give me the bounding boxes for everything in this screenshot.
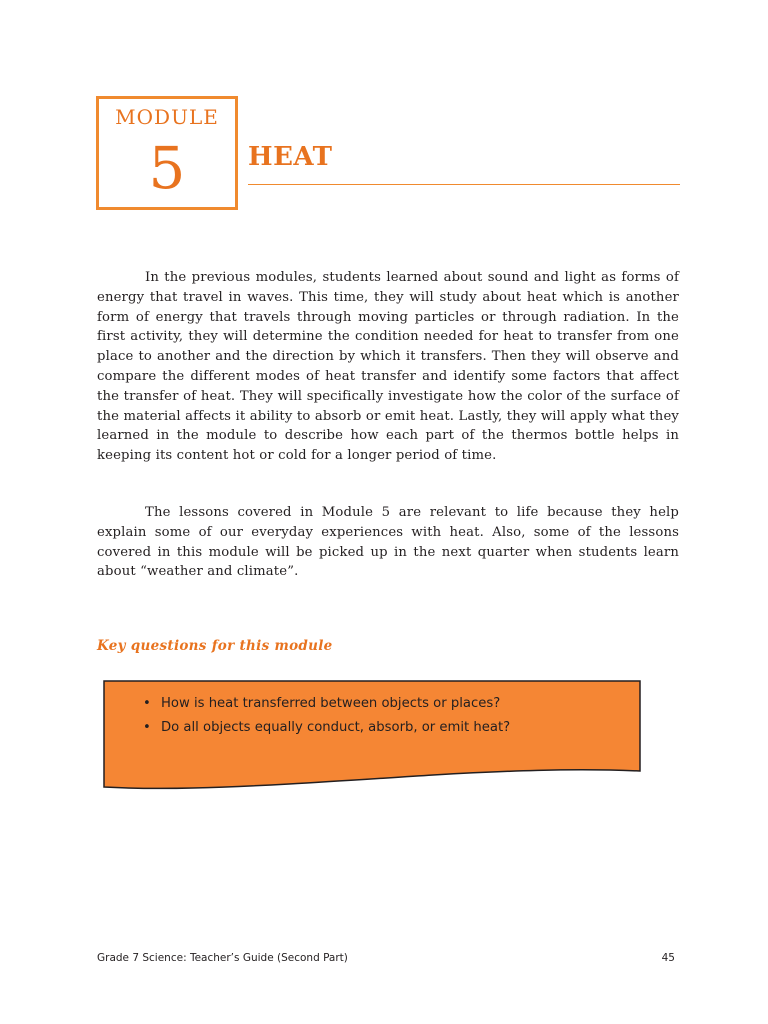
- list-item: [143, 692, 623, 716]
- module-number: 5: [148, 134, 186, 202]
- key-questions-list: [143, 692, 623, 740]
- footer-title: Grade 7 Science: Teacher’s Guide (Second Part): [97, 952, 348, 964]
- module-label: MODULE: [115, 105, 219, 129]
- key-questions-heading: Key questions for this module: [97, 638, 333, 654]
- key-question-text: How is heat transferred between objects or places?: [161, 696, 501, 711]
- bullet-icon: •: [143, 720, 151, 735]
- bullet-icon: •: [143, 696, 151, 711]
- title-underline: [248, 184, 680, 185]
- page-title: HEAT: [248, 142, 333, 172]
- module-number-box: [96, 96, 238, 210]
- intro-paragraph-2: The lessons covered in Module 5 are relevant to life because they help explain some of our everyday experiences with heat. Also, some of the lessons covered in this module will be picked up in the next quarter when students learn about “weather and climate”.: [97, 505, 679, 580]
- key-questions-box: [103, 680, 641, 792]
- page-number: 45: [661, 952, 675, 964]
- list-item: [143, 716, 623, 740]
- intro-paragraph-1: In the previous modules, students learned about sound and light as forms of energy that travel in waves. This time, they will study about heat which is another form of energy that travels through moving particles or through radiation. In the first activity, they will determine the condition needed for heat to transfer from one place to another and the direction by which it transfers. Then they will observe and compare the different modes of heat transfer and identify some factors that affect the transfer of heat. They will specifically investigate how the color of the surface of the material affects it ability to absorb or emit heat. Lastly, they will apply what they learned in the module to describe how each part of the thermos bottle helps in keeping its content hot or cold for a longer period of time.: [97, 270, 679, 464]
- key-question-text: Do all objects equally conduct, absorb, or emit heat?: [161, 720, 511, 735]
